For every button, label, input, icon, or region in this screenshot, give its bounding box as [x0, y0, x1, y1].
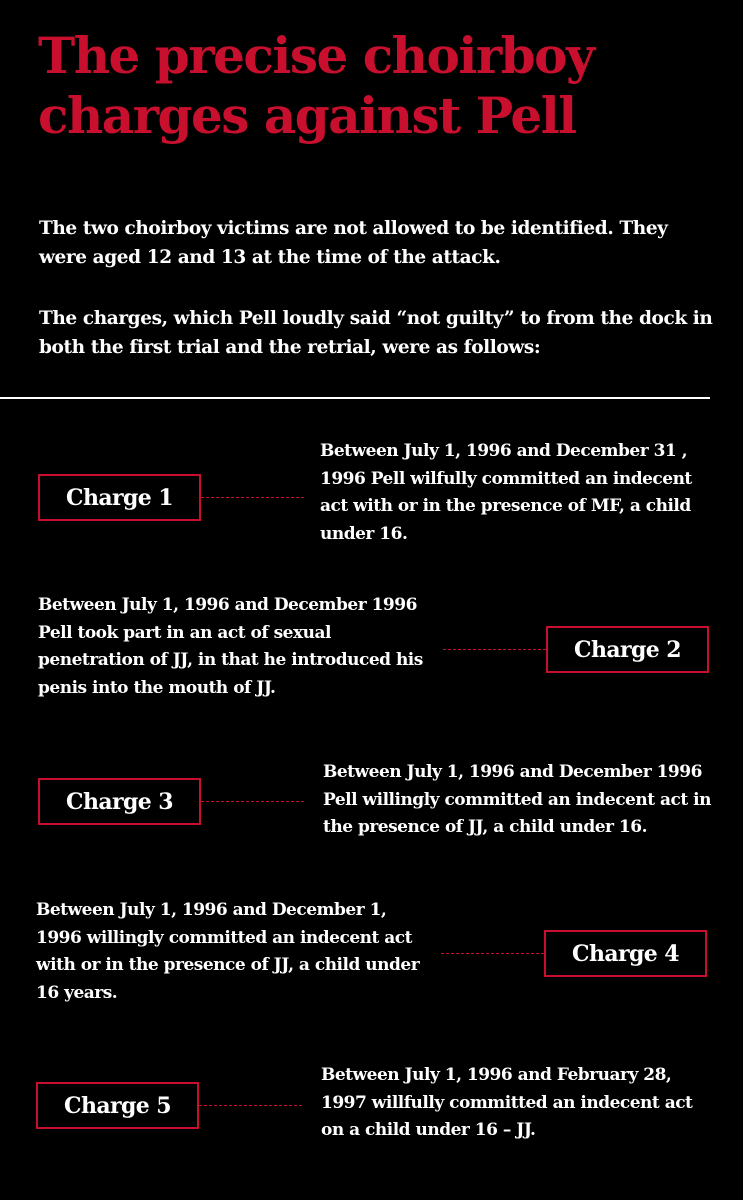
section-divider — [0, 397, 710, 399]
charge-1-label: Charge 1 — [38, 474, 201, 521]
charge-5-connector — [199, 1105, 302, 1106]
charge-5-label: Charge 5 — [36, 1082, 199, 1129]
intro-paragraph-victims: The two choirboy victims are not allowed to be identified. They were aged 12 and 13 at the time of the attack. — [39, 218, 668, 268]
charge-3-connector — [201, 801, 304, 802]
charge-1-connector — [201, 497, 304, 498]
charge-2-connector — [443, 649, 546, 650]
charge-4-label: Charge 4 — [544, 930, 707, 977]
page-title: The precise choirboy charges against Pell — [38, 26, 594, 145]
charge-4-connector — [441, 953, 544, 954]
charge-2-label: Charge 2 — [546, 626, 709, 673]
intro-paragraph-charges: The charges, which Pell loudly said “not guilty” to from the dock in both the first trial and the retrial, were as follows: — [39, 308, 713, 358]
charge-3-label: Charge 3 — [38, 778, 201, 825]
charge-4-description: Between July 1, 1996 and December 1, 1996 willingly committed an indecent act with or in the presence of JJ, a child under 16 years. — [36, 900, 420, 1003]
charge-2-description: Between July 1, 1996 and December 1996 Pell took part in an act of sexual penetration of JJ, in that he introduced his penis into the mouth of JJ. — [38, 595, 423, 698]
charge-3-description: Between July 1, 1996 and December 1996 Pell willingly committed an indecent act in the presence of JJ, a child under 16. — [323, 762, 711, 837]
charge-1-description: Between July 1, 1996 and December 31 , 1996 Pell wilfully committed an indecent act with or in the presence of MF, a child under 16. — [320, 441, 692, 544]
charge-5-description: Between July 1, 1996 and February 28, 1997 willfully committed an indecent act on a child under 16 – JJ. — [321, 1065, 693, 1140]
